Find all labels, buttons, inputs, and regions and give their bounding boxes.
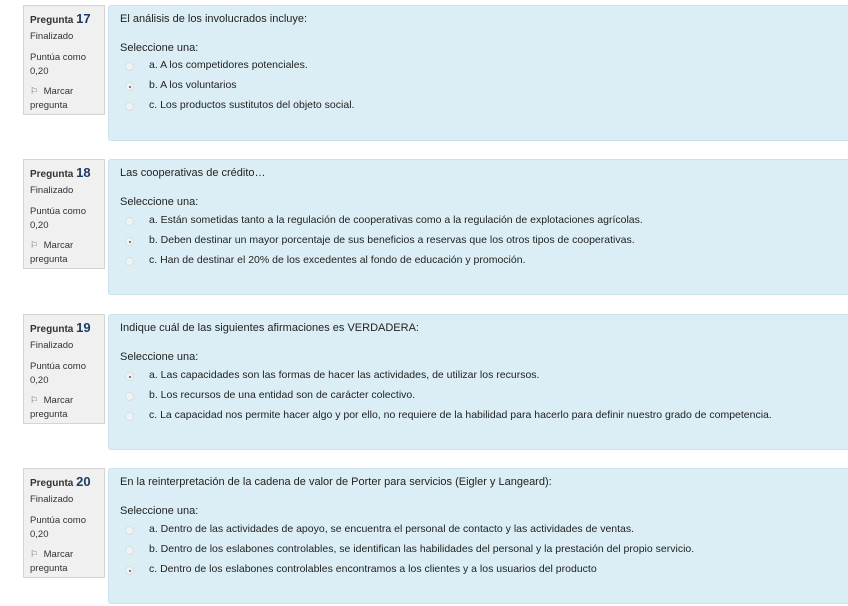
- select-one-prompt: Seleccione una:: [120, 505, 199, 517]
- select-one-prompt: Seleccione una:: [120, 196, 199, 208]
- question-state: Finalizado: [30, 340, 74, 351]
- answer-label[interactable]: b. A los voluntarios: [149, 79, 237, 91]
- question-info: [23, 5, 105, 115]
- radio-button-selected[interactable]: [125, 82, 134, 91]
- answer-label[interactable]: a. A los competidores potenciales.: [149, 59, 308, 71]
- question-content: [108, 468, 848, 604]
- radio-button[interactable]: [125, 392, 134, 401]
- radio-button[interactable]: [125, 412, 134, 421]
- question-label: Pregunta: [30, 478, 74, 489]
- flag-label-2[interactable]: pregunta: [30, 563, 68, 574]
- grade-label: Puntúa como: [30, 515, 86, 526]
- grade-label: Puntúa como: [30, 52, 86, 63]
- question-info: [23, 159, 105, 269]
- question-content: [108, 159, 848, 295]
- question-content: [108, 5, 848, 141]
- question-grade: [30, 51, 104, 79]
- question-number: [30, 166, 104, 181]
- radio-button[interactable]: [125, 546, 134, 555]
- answer-label[interactable]: b. Los recursos de una entidad son de carácter colectivo.: [149, 389, 416, 401]
- radio-button[interactable]: [125, 526, 134, 535]
- radio-button[interactable]: [125, 102, 134, 111]
- question-number-value: 20: [76, 474, 91, 489]
- flag-icon[interactable]: ⚐: [30, 549, 39, 559]
- grade-value: 0,20: [30, 529, 49, 540]
- question-number-value: 19: [76, 320, 91, 335]
- flag-label[interactable]: Marcar: [43, 395, 74, 406]
- flag-icon[interactable]: ⚐: [30, 240, 39, 250]
- radio-button[interactable]: [125, 217, 134, 226]
- flag-icon[interactable]: ⚐: [30, 395, 39, 405]
- question-label: Pregunta: [30, 324, 74, 335]
- grade-value: 0,20: [30, 220, 49, 231]
- radio-button-selected[interactable]: [125, 237, 134, 246]
- flag-label-2[interactable]: pregunta: [30, 409, 68, 420]
- question-number: [30, 321, 104, 336]
- question-number-value: 18: [76, 165, 91, 180]
- radio-button-selected[interactable]: [125, 566, 134, 575]
- select-one-prompt: Seleccione una:: [120, 351, 199, 363]
- grade-label: Puntúa como: [30, 361, 86, 372]
- question-number: [30, 475, 104, 490]
- answer-label[interactable]: a. Están sometidas tanto a la regulación de cooperativas como a la regulación de explotaciones agrícolas.: [149, 214, 643, 226]
- answer-label[interactable]: c. La capacidad nos permite hacer algo y por ello, no requiere de la habilidad para hacerlo para definir nuestro grado de competencia.: [149, 409, 772, 421]
- question-state: Finalizado: [30, 185, 74, 196]
- flag-label-2[interactable]: pregunta: [30, 100, 68, 111]
- question-grade: [30, 360, 104, 388]
- question-info: [23, 468, 105, 578]
- flag-question-link[interactable]: [30, 547, 104, 576]
- answer-label[interactable]: c. Los productos sustitutos del objeto social.: [149, 99, 355, 111]
- flag-label[interactable]: Marcar: [43, 86, 74, 97]
- grade-value: 0,20: [30, 66, 49, 77]
- question-text: En la reinterpretación de la cadena de valor de Porter para servicios (Eigler y Langeard):: [120, 476, 552, 488]
- question-state: Finalizado: [30, 31, 74, 42]
- question-label: Pregunta: [30, 169, 74, 180]
- answer-label[interactable]: c. Han de destinar el 20% de los excedentes al fondo de educación y promoción.: [149, 254, 526, 266]
- grade-label: Puntúa como: [30, 206, 86, 217]
- question-number: [30, 12, 104, 27]
- flag-icon[interactable]: ⚐: [30, 86, 39, 96]
- answer-label[interactable]: b. Dentro de los eslabones controlables, se identifican las habilidades del personal y la prestación del propio servicio.: [149, 543, 695, 555]
- question-content: [108, 314, 848, 450]
- select-one-prompt: Seleccione una:: [120, 42, 199, 54]
- flag-label[interactable]: Marcar: [43, 549, 74, 560]
- answer-label[interactable]: c. Dentro de los eslabones controlables encontramos a los clientes y a los usuarios del producto: [149, 563, 597, 575]
- question-text: Las cooperativas de crédito…: [120, 167, 266, 179]
- radio-button[interactable]: [125, 257, 134, 266]
- question-number-value: 17: [76, 11, 91, 26]
- radio-button[interactable]: [125, 62, 134, 71]
- flag-label-2[interactable]: pregunta: [30, 254, 68, 265]
- question-label: Pregunta: [30, 15, 74, 26]
- flag-question-link[interactable]: [30, 238, 104, 267]
- question-text: Indique cuál de las siguientes afirmaciones es VERDADERA:: [120, 322, 419, 334]
- question-grade: [30, 205, 104, 233]
- radio-button-selected[interactable]: [125, 372, 134, 381]
- question-state: Finalizado: [30, 494, 74, 505]
- grade-value: 0,20: [30, 375, 49, 386]
- flag-question-link[interactable]: [30, 393, 104, 422]
- flag-label[interactable]: Marcar: [43, 240, 74, 251]
- answer-label[interactable]: b. Deben destinar un mayor porcentaje de sus beneficios a reservas que los otros tipos de cooperativas.: [149, 234, 635, 246]
- answer-label[interactable]: a. Dentro de las actividades de apoyo, se encuentra el personal de contacto y las actividades de ventas.: [149, 523, 635, 535]
- flag-question-link[interactable]: [30, 84, 104, 113]
- question-text: El análisis de los involucrados incluye:: [120, 13, 308, 25]
- answer-label[interactable]: a. Las capacidades son las formas de hacer las actividades, de utilizar los recursos.: [149, 369, 540, 381]
- question-grade: [30, 514, 104, 542]
- question-info: [23, 314, 105, 424]
